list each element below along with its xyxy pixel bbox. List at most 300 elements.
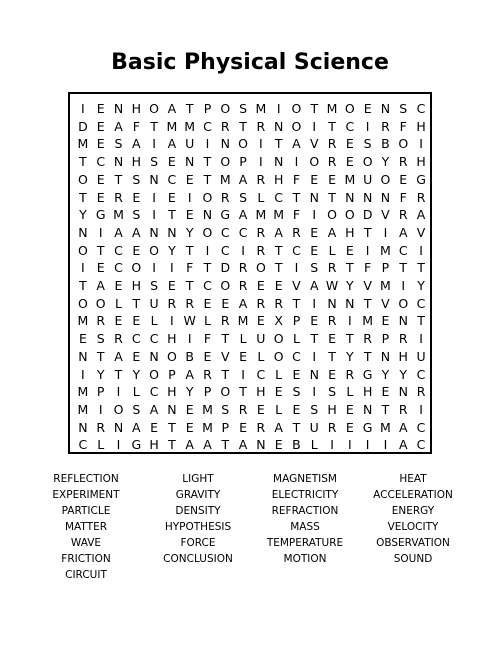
grid-letter[interactable]: I bbox=[365, 118, 370, 134]
grid-letter[interactable]: D bbox=[220, 260, 231, 276]
grid-letter[interactable]: E bbox=[132, 189, 141, 205]
grid-letter[interactable]: R bbox=[220, 189, 230, 205]
grid-letter[interactable]: O bbox=[77, 242, 88, 258]
grid-letter[interactable]: H bbox=[167, 384, 177, 400]
grid-letter[interactable]: E bbox=[310, 171, 319, 187]
grid-letter[interactable]: F bbox=[399, 118, 407, 134]
grid-letter[interactable]: L bbox=[292, 331, 300, 347]
grid-letter[interactable]: H bbox=[416, 154, 426, 170]
grid-letter[interactable]: R bbox=[203, 366, 212, 382]
grid-letter[interactable]: D bbox=[362, 207, 373, 223]
grid-letter[interactable]: G bbox=[362, 419, 373, 435]
grid-letter[interactable]: P bbox=[381, 331, 390, 347]
grid-letter[interactable]: O bbox=[149, 101, 159, 116]
grid-letter[interactable]: T bbox=[132, 295, 141, 311]
grid-letter[interactable]: R bbox=[256, 224, 266, 240]
grid-letter[interactable]: N bbox=[113, 419, 124, 435]
grid-letter[interactable]: E bbox=[78, 331, 87, 347]
grid-letter[interactable]: S bbox=[310, 401, 319, 417]
grid-letter[interactable]: O bbox=[398, 136, 409, 152]
grid-letter[interactable]: T bbox=[203, 260, 212, 276]
grid-letter[interactable]: O bbox=[291, 101, 302, 116]
grid-letter[interactable]: A bbox=[309, 278, 319, 293]
grid-letter[interactable]: S bbox=[292, 384, 301, 400]
grid-letter[interactable]: R bbox=[220, 313, 230, 329]
grid-letter[interactable]: I bbox=[170, 313, 174, 329]
grid-letter[interactable]: A bbox=[238, 171, 248, 187]
grid-letter[interactable]: T bbox=[114, 171, 123, 187]
grid-letter[interactable]: A bbox=[398, 224, 408, 240]
grid-letter[interactable]: E bbox=[310, 224, 319, 240]
grid-letter[interactable]: R bbox=[238, 260, 248, 276]
grid-letter[interactable]: E bbox=[132, 313, 141, 329]
grid-letter[interactable]: R bbox=[345, 366, 355, 382]
grid-letter[interactable]: Y bbox=[399, 366, 408, 382]
grid-letter[interactable]: E bbox=[167, 278, 176, 293]
grid-letter[interactable]: T bbox=[328, 348, 336, 364]
grid-letter[interactable]: M bbox=[113, 207, 124, 223]
grid-letter[interactable]: H bbox=[416, 118, 426, 134]
grid-letter[interactable]: R bbox=[256, 242, 266, 258]
grid-letter[interactable]: N bbox=[78, 348, 88, 364]
grid-letter[interactable]: N bbox=[362, 189, 373, 205]
grid-letter[interactable]: T bbox=[114, 366, 123, 382]
grid-letter[interactable]: H bbox=[345, 224, 355, 240]
grid-letter[interactable]: N bbox=[345, 189, 355, 205]
grid-letter[interactable]: I bbox=[241, 242, 245, 258]
grid-letter[interactable]: E bbox=[96, 118, 105, 134]
grid-letter[interactable]: O bbox=[220, 101, 231, 116]
grid-letter[interactable]: R bbox=[256, 118, 266, 134]
grid-letter[interactable]: T bbox=[185, 101, 194, 116]
grid-letter[interactable]: E bbox=[96, 171, 105, 187]
grid-letter[interactable]: S bbox=[150, 278, 159, 293]
grid-letter[interactable]: H bbox=[398, 348, 408, 364]
grid-letter[interactable]: T bbox=[96, 242, 105, 258]
grid-letter[interactable]: S bbox=[310, 260, 319, 276]
grid-letter[interactable]: O bbox=[255, 260, 266, 276]
grid-letter[interactable]: S bbox=[239, 101, 248, 116]
grid-letter[interactable]: E bbox=[310, 313, 319, 329]
grid-letter[interactable]: T bbox=[274, 136, 283, 152]
grid-letter[interactable]: C bbox=[78, 437, 88, 453]
grid-letter[interactable]: T bbox=[203, 154, 212, 170]
grid-letter[interactable]: N bbox=[78, 224, 88, 240]
grid-letter[interactable]: R bbox=[256, 419, 266, 435]
grid-letter[interactable]: N bbox=[149, 348, 159, 364]
grid-letter[interactable]: L bbox=[115, 295, 122, 311]
grid-letter[interactable]: E bbox=[399, 171, 408, 187]
grid-letter[interactable]: A bbox=[167, 101, 177, 116]
grid-letter[interactable]: N bbox=[327, 295, 337, 311]
grid-letter[interactable]: I bbox=[312, 348, 317, 364]
grid-letter[interactable]: S bbox=[328, 384, 337, 400]
grid-letter[interactable]: T bbox=[292, 419, 301, 435]
grid-letter[interactable]: G bbox=[416, 171, 426, 187]
grid-letter[interactable]: T bbox=[363, 295, 372, 311]
grid-letter[interactable]: I bbox=[294, 154, 299, 170]
grid-letter[interactable]: U bbox=[149, 295, 159, 311]
grid-letter[interactable]: Y bbox=[381, 366, 390, 382]
grid-letter[interactable]: E bbox=[150, 419, 159, 435]
grid-letter[interactable]: I bbox=[259, 136, 263, 152]
grid-letter[interactable]: E bbox=[185, 171, 194, 187]
grid-letter[interactable]: R bbox=[363, 331, 372, 347]
grid-letter[interactable]: L bbox=[310, 437, 318, 453]
grid-letter[interactable]: E bbox=[345, 136, 354, 152]
grid-letter[interactable]: A bbox=[398, 437, 408, 453]
grid-letter[interactable]: H bbox=[362, 384, 373, 400]
grid-letter[interactable]: M bbox=[237, 313, 249, 329]
grid-letter[interactable]: I bbox=[81, 260, 85, 276]
grid-letter[interactable]: R bbox=[96, 313, 106, 329]
grid-letter[interactable]: P bbox=[96, 384, 105, 400]
grid-letter[interactable]: H bbox=[256, 384, 266, 400]
grid-letter[interactable]: R bbox=[256, 295, 266, 311]
grid-letter[interactable]: R bbox=[416, 189, 426, 205]
grid-letter[interactable]: C bbox=[274, 189, 284, 205]
grid-letter[interactable]: T bbox=[274, 242, 283, 258]
grid-letter[interactable]: T bbox=[274, 260, 283, 276]
grid-letter[interactable]: E bbox=[345, 419, 354, 435]
grid-letter[interactable]: S bbox=[363, 136, 372, 152]
grid-letter[interactable]: F bbox=[203, 331, 212, 347]
grid-letter[interactable]: N bbox=[380, 101, 391, 116]
grid-letter[interactable]: T bbox=[96, 348, 105, 364]
grid-letter[interactable]: A bbox=[327, 224, 337, 240]
grid-letter[interactable]: P bbox=[203, 101, 212, 116]
grid-letter[interactable]: R bbox=[238, 278, 248, 293]
grid-letter[interactable]: I bbox=[205, 242, 210, 258]
grid-letter[interactable]: C bbox=[345, 118, 355, 134]
grid-letter[interactable]: I bbox=[419, 136, 423, 152]
grid-letter[interactable]: V bbox=[292, 278, 301, 293]
grid-letter[interactable]: U bbox=[256, 331, 266, 347]
grid-letter[interactable]: E bbox=[381, 384, 390, 400]
grid-letter[interactable]: T bbox=[150, 118, 158, 134]
grid-letter[interactable]: A bbox=[274, 224, 283, 240]
grid-letter[interactable]: T bbox=[168, 207, 176, 223]
grid-letter[interactable]: R bbox=[274, 295, 283, 311]
grid-letter[interactable]: E bbox=[203, 295, 212, 311]
grid-letter[interactable]: B bbox=[381, 136, 390, 152]
grid-letter[interactable]: I bbox=[98, 401, 103, 417]
grid-letter[interactable]: E bbox=[274, 437, 283, 453]
grid-letter[interactable]: R bbox=[238, 401, 248, 417]
grid-letter[interactable]: N bbox=[202, 207, 213, 223]
grid-letter[interactable]: I bbox=[312, 118, 317, 134]
grid-letter[interactable]: I bbox=[187, 189, 192, 205]
grid-letter[interactable]: A bbox=[96, 278, 105, 293]
grid-letter[interactable]: M bbox=[184, 118, 196, 134]
grid-letter[interactable]: R bbox=[96, 419, 106, 435]
grid-letter[interactable]: I bbox=[383, 437, 388, 453]
grid-letter[interactable]: I bbox=[348, 313, 352, 329]
grid-letter[interactable]: R bbox=[398, 401, 408, 417]
grid-letter[interactable]: O bbox=[77, 295, 88, 311]
grid-letter[interactable]: T bbox=[381, 401, 390, 417]
grid-letter[interactable]: R bbox=[114, 189, 123, 205]
grid-letter[interactable]: L bbox=[346, 384, 354, 400]
grid-letter[interactable]: E bbox=[328, 366, 336, 382]
grid-letter[interactable]: E bbox=[345, 401, 354, 417]
grid-letter[interactable]: O bbox=[291, 118, 302, 134]
grid-letter[interactable]: O bbox=[149, 242, 159, 258]
grid-letter[interactable]: L bbox=[150, 313, 158, 329]
grid-letter[interactable]: N bbox=[149, 224, 159, 240]
grid-letter[interactable]: A bbox=[132, 419, 141, 435]
grid-letter[interactable]: T bbox=[328, 189, 336, 205]
grid-letter[interactable]: T bbox=[79, 278, 87, 293]
grid-letter[interactable]: T bbox=[221, 366, 230, 382]
grid-letter[interactable]: A bbox=[132, 224, 141, 240]
grid-letter[interactable]: O bbox=[77, 171, 88, 187]
grid-letter[interactable]: S bbox=[221, 401, 230, 417]
grid-letter[interactable]: S bbox=[132, 401, 141, 417]
grid-letter[interactable]: I bbox=[152, 260, 156, 276]
grid-letter[interactable]: M bbox=[380, 242, 391, 258]
grid-letter[interactable]: A bbox=[238, 207, 248, 223]
grid-letter[interactable]: P bbox=[381, 260, 390, 276]
grid-letter[interactable]: I bbox=[312, 384, 317, 400]
grid-letter[interactable]: T bbox=[292, 189, 301, 205]
grid-letter[interactable]: D bbox=[78, 118, 88, 134]
grid-letter[interactable]: F bbox=[364, 260, 372, 276]
grid-letter[interactable]: I bbox=[241, 366, 245, 382]
grid-letter[interactable]: I bbox=[365, 242, 370, 258]
grid-letter[interactable]: Y bbox=[79, 207, 87, 223]
grid-letter[interactable]: U bbox=[416, 348, 426, 364]
grid-letter[interactable]: T bbox=[417, 313, 425, 329]
grid-letter[interactable]: P bbox=[203, 384, 212, 400]
grid-letter[interactable]: I bbox=[348, 437, 352, 453]
grid-letter[interactable]: T bbox=[292, 295, 301, 311]
grid-letter[interactable]: U bbox=[363, 171, 373, 187]
grid-letter[interactable]: R bbox=[114, 331, 123, 347]
grid-letter[interactable]: A bbox=[238, 295, 248, 311]
grid-letter[interactable]: M bbox=[380, 419, 391, 435]
grid-letter[interactable]: O bbox=[398, 295, 409, 311]
grid-letter[interactable]: E bbox=[203, 348, 212, 364]
grid-letter[interactable]: N bbox=[309, 189, 319, 205]
grid-letter[interactable]: V bbox=[381, 295, 390, 311]
grid-letter[interactable]: I bbox=[81, 101, 85, 116]
grid-letter[interactable]: P bbox=[292, 313, 301, 329]
grid-letter[interactable]: A bbox=[238, 437, 248, 453]
grid-letter[interactable]: E bbox=[345, 154, 354, 170]
grid-letter[interactable]: H bbox=[273, 171, 284, 187]
grid-letter[interactable]: A bbox=[149, 401, 159, 417]
grid-letter[interactable]: O bbox=[202, 224, 213, 240]
grid-letter[interactable]: I bbox=[152, 207, 156, 223]
grid-letter[interactable]: P bbox=[221, 419, 230, 435]
grid-letter[interactable]: T bbox=[399, 260, 408, 276]
grid-letter[interactable]: T bbox=[310, 331, 319, 347]
grid-letter[interactable]: G bbox=[220, 207, 231, 223]
grid-letter[interactable]: O bbox=[273, 331, 284, 347]
grid-letter[interactable]: N bbox=[167, 401, 177, 417]
grid-letter[interactable]: A bbox=[132, 136, 141, 152]
grid-letter[interactable]: N bbox=[398, 313, 408, 329]
grid-letter[interactable]: F bbox=[399, 189, 407, 205]
grid-letter[interactable]: N bbox=[78, 419, 88, 435]
grid-letter[interactable]: I bbox=[401, 278, 406, 293]
grid-letter[interactable]: B bbox=[185, 348, 194, 364]
grid-letter[interactable]: C bbox=[238, 224, 248, 240]
grid-letter[interactable]: E bbox=[239, 419, 248, 435]
grid-letter[interactable]: C bbox=[416, 419, 426, 435]
grid-letter[interactable]: Y bbox=[381, 154, 390, 170]
grid-letter[interactable]: E bbox=[239, 348, 248, 364]
grid-letter[interactable]: E bbox=[167, 189, 176, 205]
grid-letter[interactable]: R bbox=[167, 295, 177, 311]
grid-letter[interactable]: U bbox=[185, 136, 195, 152]
grid-letter[interactable]: O bbox=[220, 154, 231, 170]
grid-letter[interactable]: T bbox=[310, 101, 319, 116]
grid-letter[interactable]: T bbox=[346, 260, 354, 276]
grid-letter[interactable]: I bbox=[312, 207, 317, 223]
grid-letter[interactable]: M bbox=[273, 207, 285, 223]
grid-letter[interactable]: N bbox=[309, 366, 319, 382]
grid-letter[interactable]: F bbox=[292, 171, 301, 187]
grid-letter[interactable]: E bbox=[96, 260, 105, 276]
grid-letter[interactable]: E bbox=[381, 313, 390, 329]
grid-letter[interactable]: C bbox=[256, 366, 266, 382]
grid-letter[interactable]: Y bbox=[185, 384, 194, 400]
grid-letter[interactable]: I bbox=[419, 401, 423, 417]
grid-letter[interactable]: L bbox=[257, 348, 265, 364]
grid-letter[interactable]: I bbox=[383, 224, 388, 240]
grid-letter[interactable]: I bbox=[330, 437, 334, 453]
grid-letter[interactable]: C bbox=[220, 224, 230, 240]
grid-letter[interactable]: T bbox=[239, 384, 247, 400]
grid-letter[interactable]: E bbox=[274, 278, 283, 293]
grid-letter[interactable]: G bbox=[362, 366, 373, 382]
grid-letter[interactable]: L bbox=[328, 242, 336, 258]
grid-letter[interactable]: E bbox=[132, 348, 141, 364]
grid-letter[interactable]: T bbox=[185, 242, 194, 258]
grid-letter[interactable]: G bbox=[131, 437, 142, 453]
grid-letter[interactable]: E bbox=[96, 189, 105, 205]
grid-letter[interactable]: H bbox=[327, 401, 337, 417]
grid-letter[interactable]: N bbox=[345, 295, 355, 311]
grid-letter[interactable]: R bbox=[327, 419, 337, 435]
grid-letter[interactable]: C bbox=[96, 154, 106, 170]
grid-letter[interactable]: E bbox=[292, 366, 301, 382]
grid-letter[interactable]: X bbox=[274, 313, 283, 329]
grid-letter[interactable]: O bbox=[362, 154, 373, 170]
grid-letter[interactable]: O bbox=[95, 295, 106, 311]
grid-letter[interactable]: C bbox=[203, 278, 212, 293]
grid-letter[interactable]: A bbox=[274, 419, 283, 435]
grid-letter[interactable]: I bbox=[205, 136, 210, 152]
grid-letter[interactable]: O bbox=[273, 348, 284, 364]
grid-letter[interactable]: T bbox=[185, 278, 194, 293]
grid-letter[interactable]: A bbox=[114, 224, 123, 240]
grid-letter[interactable]: C bbox=[416, 101, 426, 116]
grid-letter[interactable]: I bbox=[312, 295, 317, 311]
grid-letter[interactable]: N bbox=[220, 136, 230, 152]
grid-letter[interactable]: M bbox=[202, 401, 213, 417]
grid-letter[interactable]: O bbox=[149, 366, 159, 382]
grid-letter[interactable]: V bbox=[309, 136, 319, 152]
grid-letter[interactable]: N bbox=[113, 154, 124, 170]
grid-letter[interactable]: O bbox=[113, 401, 124, 417]
grid-letter[interactable]: V bbox=[220, 348, 230, 364]
grid-letter[interactable]: L bbox=[239, 331, 247, 347]
grid-letter[interactable]: T bbox=[221, 437, 230, 453]
grid-letter[interactable]: M bbox=[166, 118, 178, 134]
grid-letter[interactable]: R bbox=[327, 313, 337, 329]
grid-letter[interactable]: W bbox=[325, 278, 339, 293]
grid-letter[interactable]: I bbox=[419, 242, 423, 258]
grid-letter[interactable]: P bbox=[239, 154, 247, 170]
grid-letter[interactable]: S bbox=[114, 136, 123, 152]
grid-letter[interactable]: F bbox=[132, 118, 140, 134]
grid-letter[interactable]: E bbox=[96, 136, 105, 152]
grid-letter[interactable]: R bbox=[292, 224, 301, 240]
grid-letter[interactable]: M bbox=[202, 419, 213, 435]
grid-letter[interactable]: E bbox=[185, 207, 194, 223]
grid-letter[interactable]: I bbox=[187, 331, 192, 347]
grid-letter[interactable]: A bbox=[416, 207, 426, 223]
grid-letter[interactable]: E bbox=[256, 401, 265, 417]
grid-letter[interactable]: H bbox=[131, 278, 141, 293]
grid-letter[interactable]: O bbox=[131, 260, 142, 276]
grid-letter[interactable]: E bbox=[221, 295, 230, 311]
grid-letter[interactable]: M bbox=[255, 207, 267, 223]
grid-letter[interactable]: H bbox=[167, 331, 177, 347]
grid-letter[interactable]: C bbox=[220, 242, 230, 258]
grid-letter[interactable]: I bbox=[152, 189, 156, 205]
grid-letter[interactable]: C bbox=[398, 242, 408, 258]
grid-letter[interactable]: T bbox=[346, 331, 354, 347]
grid-letter[interactable]: H bbox=[131, 101, 141, 116]
grid-letter[interactable]: A bbox=[185, 366, 194, 382]
grid-letter[interactable]: T bbox=[168, 419, 176, 435]
grid-letter[interactable]: I bbox=[419, 331, 423, 347]
grid-letter[interactable]: I bbox=[276, 101, 281, 116]
grid-letter[interactable]: M bbox=[219, 171, 231, 187]
grid-letter[interactable]: U bbox=[309, 419, 319, 435]
grid-letter[interactable]: I bbox=[259, 154, 263, 170]
grid-letter[interactable]: N bbox=[167, 224, 177, 240]
grid-letter[interactable]: M bbox=[255, 101, 267, 116]
grid-letter[interactable]: R bbox=[398, 154, 408, 170]
grid-letter[interactable]: I bbox=[81, 366, 85, 382]
grid-letter[interactable]: L bbox=[97, 437, 105, 453]
grid-letter[interactable]: E bbox=[274, 384, 283, 400]
grid-letter[interactable]: C bbox=[203, 118, 212, 134]
grid-letter[interactable]: M bbox=[77, 136, 89, 152]
grid-letter[interactable]: S bbox=[96, 331, 105, 347]
grid-letter[interactable]: E bbox=[185, 401, 194, 417]
grid-letter[interactable]: W bbox=[183, 313, 196, 329]
grid-letter[interactable]: S bbox=[399, 101, 408, 116]
grid-letter[interactable]: V bbox=[381, 207, 390, 223]
grid-letter[interactable]: R bbox=[327, 260, 337, 276]
grid-letter[interactable]: A bbox=[114, 348, 123, 364]
grid-letter[interactable]: T bbox=[221, 331, 230, 347]
grid-letter[interactable]: E bbox=[292, 401, 301, 417]
grid-letter[interactable]: Y bbox=[132, 366, 141, 382]
grid-letter[interactable]: S bbox=[239, 189, 248, 205]
grid-letter[interactable]: M bbox=[77, 313, 89, 329]
grid-letter[interactable]: V bbox=[416, 224, 426, 240]
grid-letter[interactable]: O bbox=[238, 136, 248, 152]
grid-letter[interactable]: C bbox=[416, 366, 426, 382]
grid-letter[interactable]: P bbox=[168, 366, 176, 382]
